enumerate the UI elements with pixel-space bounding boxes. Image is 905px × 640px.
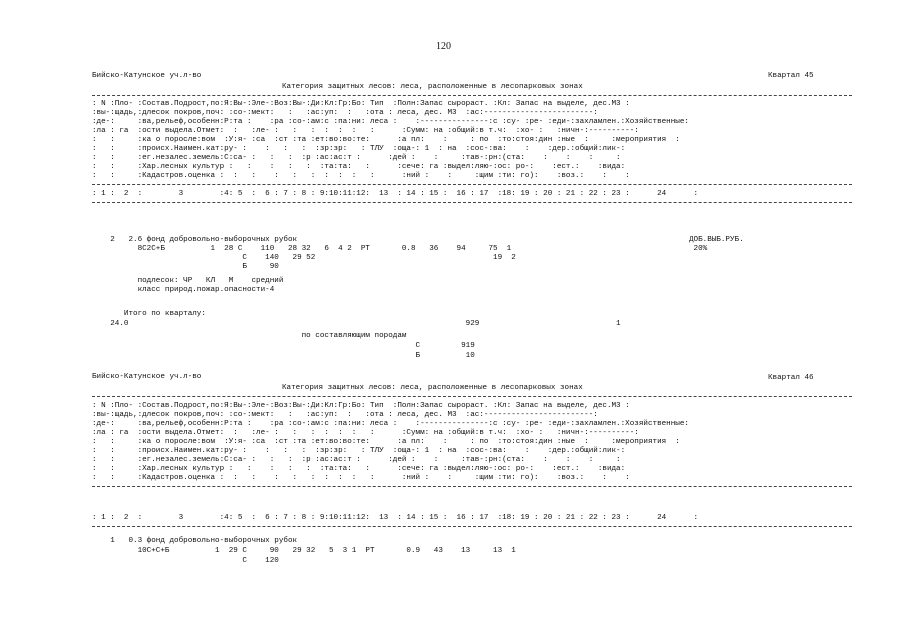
header-line: : : :ка о поросле:вом :У:я- :са :ст :та :ет:во:во:те: :а пл: : : по :то:стоя:дин :ные : :мероприятия : [92,136,680,144]
record-line: Б 90 [92,263,279,271]
header-line: :вы-:щадь,:длесок покров,поч: :со-:мект: : :ас:уп: : :ота : леса, дес. М3 :ас:------------------------: [92,411,598,419]
divider [92,396,852,397]
header-line: :де-: :ва,рельеф,особенн:Р:та : :ра :со-:ам:с :па:ни: леса : :---------------:с :су- :ре- :еди-:захламлен.:Хозяйственные: [92,118,689,126]
header-line: : N :Пло- :Состав.Подрост,по:Я:Вы-:Эле-:Воз:Вы-:Ди:Кл:Гр:Бо: Тип :Полн:Запас сырораст. :Кл: Запас на выделе, дес.М3 : [92,402,630,410]
header-line: : : :Хар.лесных культур : : : : : :та:та: : :сече: га :выдел:ляю-:ос: ро-: :ест.: :вида: [92,163,626,171]
header-line: :ла : га :ости выдела.Отмет: : :ле- : : : : : : : :Сумм: на :общий:в т.ч: :хо- : :ничн-:----------: [92,127,639,135]
quarter-label: Квартал 45 [768,72,814,80]
header-line: : : :Хар.лесных культур : : : : : :та:та: : :сече: га :выдел:ляю-:ос: ро-: :ест.: :вида: [92,465,626,473]
record-line: 2 2.6 фонд добровольно-выборочных рубок ДОБ.ВЫБ.РУБ. [92,236,744,244]
divider [92,95,852,96]
species-line: С 919 [92,342,475,350]
divider [92,486,852,487]
header-line: : : :Кадастров.оценка : : : : : : : : : : :ний : : :щим :ти: го): :воз.: : : [92,474,630,482]
header-line: : N :Пло- :Состав.Подрост,по:Я:Вы-:Эле-:Воз:Вы-:Ди:Кл:Гр:Бо: Тип :Полн:Запас сырораст. :Кл: Запас на выделе, дес.М3 : [92,100,630,108]
header-line: : : :ег.незалес.земель:С:са- : : : :р :ас:ас:т : :дей : : :тав-:рн:(ста: : : : : [92,154,621,162]
record-line: С 140 29 52 19 2 [92,254,516,262]
site-name: Бийско-Катунское уч.л-во [92,72,202,80]
species-breakdown-label: по составляющим породам [92,332,407,340]
divider [92,202,852,203]
record-line: класс природ.пожар.опасности-4 [92,286,275,294]
header-line: :ла : га :ости выдела.Отмет: : :ле- : : : : : : : :Сумм: на :общий:в т.ч: :хо- : :ничн-:----------: [92,429,639,437]
quarter-total-label: Итого по кварталу: [92,310,206,318]
species-line: Б 10 [92,352,475,360]
header-line: :де-: :ва,рельеф,особенн:Р:та : :ра :со-:ам:с :па:ни: леса : :---------------:с :су- :ре- :еди-:захламлен.:Хозяйственные: [92,420,689,428]
divider [92,184,852,185]
header-line: : : :Кадастров.оценка : : : : : : : : : : :ний : : :щим :ти: го): :воз.: : : [92,172,630,180]
page-number: 120 [436,41,451,52]
record-line: 10С+С+Б 1 29 С 90 29 32 5 3 1 РТ 0.9 43 13 13 1 [92,547,516,555]
header-line: :вы-:щадь,:длесок покров,поч: :со-:мект: : :ас:уп: : :ота : леса, дес. М3 :ас:------------------------: [92,109,598,117]
column-numbers: : 1 : 2 : 3 :4: 5 : 6 : 7 : 8 : 9:10:11:12: 13 : 14 : 15 : 16 : 17 :18: 19 : 20 : 21 : 22 : 23 : 24 : [92,190,699,198]
forest-category: Категория защитных лесов: леса, расположенные в лесопарковых зонах [282,83,583,91]
column-numbers: : 1 : 2 : 3 :4: 5 : 6 : 7 : 8 : 9:10:11:12: 13 : 14 : 15 : 16 : 17 :18: 19 : 20 : 21 : 22 : 23 : 24 : [92,514,699,522]
quarter-total-values: 24.0 929 1 [92,320,621,328]
header-line: : : :происх.Наимен.кат:ру- : : : : :зр:зр: : ТЛУ :оща-: 1 : на :сос-:ва: : :дер.:общий:лик-: [92,447,626,455]
record-line: подлесок: ЧР КЛ М средний [92,277,284,285]
record-line: 1 0.3 фонд добровольно-выборочных рубок [92,537,298,545]
header-line: : : :происх.Наимен.кат:ру- : : : : :зр:зр: : ТЛУ :оща-: 1 : на :сос-:ва: : :дер.:общий:лик-: [92,145,626,153]
site-name: Бийско-Катунское уч.л-во [92,373,202,381]
header-line: : : :ка о поросле:вом :У:я- :са :ст :та :ет:во:во:те: :а пл: : : по :то:стоя:дин :ные : :мероприятия : [92,438,680,446]
quarter-label: Квартал 46 [768,374,814,382]
record-line: 8С2С+Б 1 28 С 110 28 32 6 4 2 РТ 0.8 36 94 75 1 20% [92,245,708,253]
forest-category: Категория защитных лесов: леса, расположенные в лесопарковых зонах [282,384,583,392]
divider [92,526,852,527]
header-line: : : :ег.незалес.земель:С:са- : : : :р :ас:ас:т : :дей : : :тав-:рн:(ста: : : : : [92,456,621,464]
record-line: С 120 [92,557,279,565]
